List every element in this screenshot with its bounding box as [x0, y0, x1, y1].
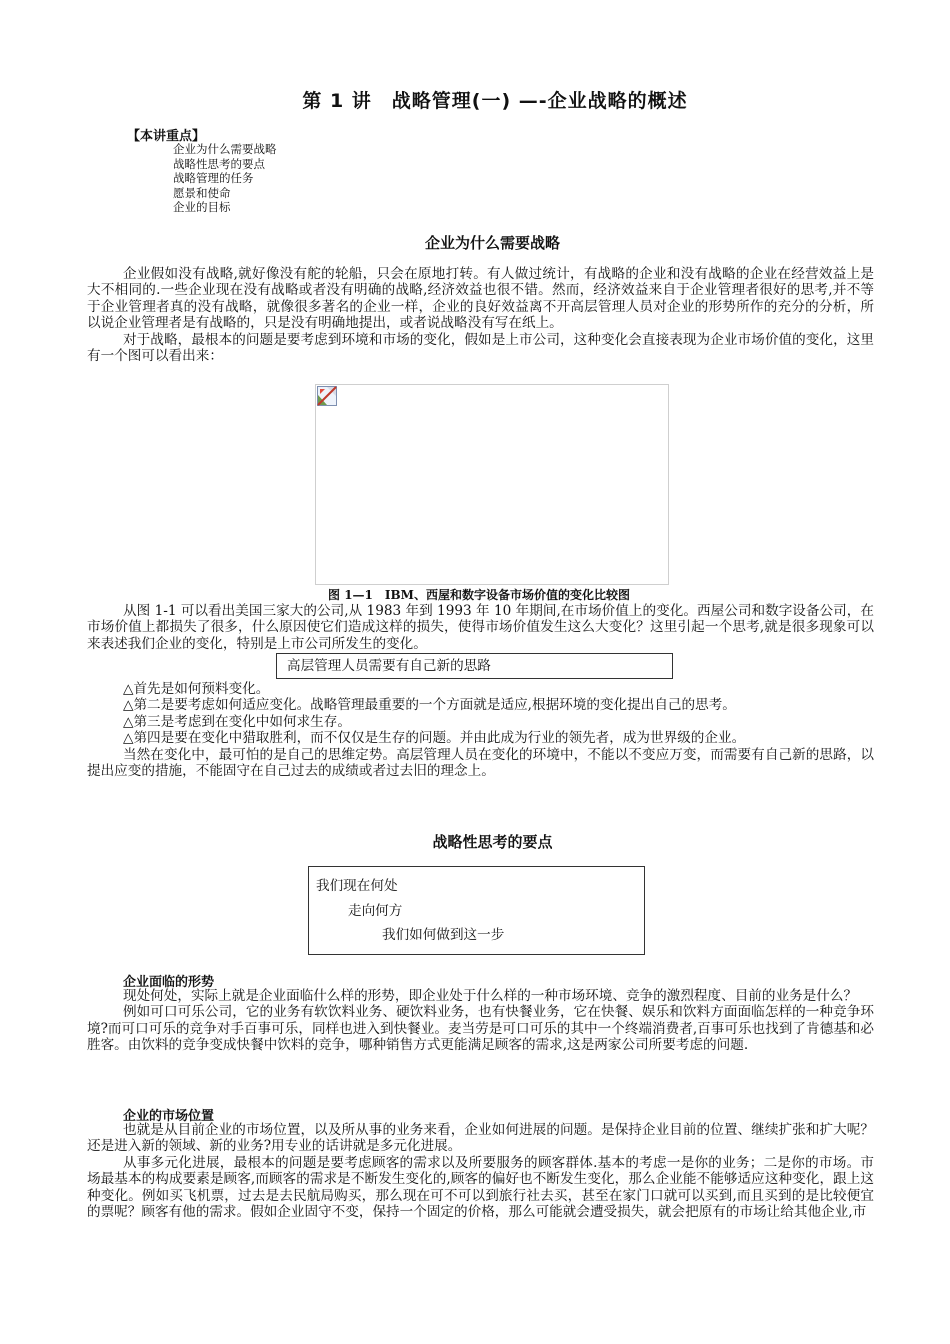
figure-image-placeholder — [315, 384, 669, 585]
paragraph: 从图 1-1 可以看出美国三家大的公司,从 1983 年到 1993 年 10 年期间,在市场价值上的变化。西屋公司和数字设备公司，在市场价值上都损失了很多，什么原因使它们造成这样的损失，使得市场价值发生这么大变化？这里引起一个思考,就是很多现象可以来表述我们企业的变化，特别是上市公司所发生的变化。 — [87, 603, 874, 652]
paragraph: 从事多元化进展，最根本的问题是要考虑顾客的需求以及所要服务的顾客群体.基本的考虑一是你的业务；二是你的市场。市场最基本的构成要素是顾客,而顾客的需求是不断发生变化的,顾客的偏好也不断发生变化，那么企业能不能够适应这种变化，跟上这种变化。例如买飞机票，过去是去民航局购买，那么现在可不可以到旅行社去买，甚至在家门口就可以买到,而且买到的是比较便宜的票呢？顾客有他的需求。假如企业固守不变，保持一个固定的价格，那么可能就会遭受损失，就会把原有的市场让给其他企业,市 — [87, 1154, 874, 1221]
paragraph: 例如可口可乐公司，它的业务有软饮料业务、硬饮料业务，也有快餐业务，它在快餐、娱乐和饮料方面面临怎样的一种竞争环境?而可口可乐的竞争对手百事可乐，同样也进入到快餐业。麦当劳是可口可乐的其中一个终端消费者,百事可乐也找到了肯德基和必胜客。由饮料的竞争变成快餐中饮料的竞争，哪种销售方式更能满足顾客的需求,这是两家公司所要考虑的问题. — [87, 1004, 874, 1054]
subsection-heading-situation: 企业面临的形势 — [123, 975, 215, 990]
section1-body-2 — [87, 603, 874, 652]
question-line: 我们现在何处 — [316, 878, 398, 894]
key-points-heading: 【本讲重点】 — [127, 129, 206, 144]
key-point-item: 企业的目标 — [173, 200, 231, 214]
section1-body — [87, 266, 874, 364]
paragraph: 当然在变化中，最可怕的是自己的思维定势。高层管理人员在变化的环境中，不能以不变应万变，而需要有自己新的思路，以提出应变的措施，不能固守在自己过去的成绩或者过去旧的理念上。 — [87, 746, 874, 780]
bullet-item: △首先是如何预料变化。 — [123, 681, 270, 697]
key-points-list — [173, 142, 277, 215]
subsection-heading-market-position: 企业的市场位置 — [123, 1109, 215, 1124]
boxed-statement: 高层管理人员需要有自己新的思路 — [276, 653, 673, 679]
key-point-item: 企业为什么需要战略 — [173, 142, 277, 156]
key-point-item: 战略性思考的要点 — [173, 156, 265, 171]
subsection1-body — [87, 988, 874, 1054]
paragraph: 对于战略，最根本的问题是要考虑到环境和市场的变化，假如是上市公司，这种变化会直接表现为企业市场价值的变化，这里有一个图可以看出来： — [87, 331, 874, 365]
page-title: 第 1 讲 战略管理(一) —-企业战略的概述 — [302, 90, 688, 112]
paragraph: 也就是从目前企业的市场位置，以及所从事的业务来看，企业如何进展的问题。是保持企业目前的位置、继续扩张和扩大呢？还是进入新的领域、新的业务?用专业的话讲就是多元化进展。 — [87, 1122, 874, 1155]
figure-caption: 图 1—1 IBM、西屋和数字设备市场价值的变化比较图 — [328, 588, 630, 602]
key-point-item: 愿景和使命 — [173, 185, 231, 200]
section1-bullets — [87, 681, 874, 779]
bullet-item: △第三是考虑到在变化中如何求生存。 — [123, 713, 351, 730]
question-line: 我们如何做到这一步 — [382, 927, 505, 943]
strategic-questions-box — [308, 866, 645, 955]
broken-image-icon — [317, 386, 337, 406]
bullet-item: △第二是要考虑如何适应变化。战略管理最重要的一个方面就是适应,根据环境的变化提出自己的思考。 — [123, 697, 736, 714]
question-line: 走向何方 — [348, 903, 403, 919]
section-heading-strategic-thinking: 战略性思考的要点 — [432, 833, 553, 851]
paragraph: 企业假如没有战略,就好像没有舵的轮船，只会在原地打转。有人做过统计，有战略的企业和没有战略的企业在经营效益上是大不相同的.一些企业现在没有战略或者没有明确的战略,经济效益也很不错。然而，经济效益来自于企业管理者很好的思考,并不等于企业管理者真的没有战略，就像很多著名的企业一样，企业的良好效益离不开高层管理人员对企业的形势所作的充分的分析，所以说企业管理者是有战略的，只是没有明确地提出，或者说战略没有写在纸上。 — [87, 266, 874, 332]
key-point-item: 战略管理的任务 — [173, 171, 254, 185]
paragraph: 现处何处，实际上就是企业面临什么样的形势，即企业处于什么样的一种市场环境、竞争的激烈程度、目前的业务是什么？ — [123, 988, 858, 1004]
bullet-item: △第四是要在变化中猎取胜利，而不仅仅是生存的问题。并由此成为行业的领先者，成为世界级的企业。 — [123, 730, 746, 747]
subsection2-body — [87, 1122, 874, 1220]
section-heading-why-strategy: 企业为什么需要战略 — [424, 234, 560, 252]
